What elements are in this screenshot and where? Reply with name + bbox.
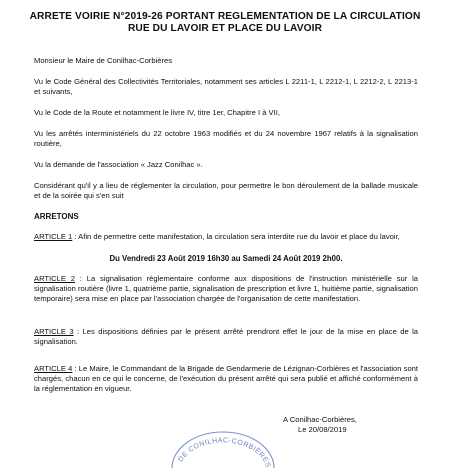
article-3-label: ARTICLE 3: [34, 327, 74, 336]
article-2-text: : La signalisation réglementaire conforme aux dispositions de l'instruction ministérielle sur la signalisation routière (livre 1, quatrième partie, signalisation de prescription et livre 1, huitième partie, signalisation temporaire) sera mise en place par l'association chargée de l'organisation de cette manifestation.: [34, 274, 418, 303]
vu-paragraph-3: Vu les arrêtés interministériels du 22 octobre 1963 modifiés et du 24 novembre 1967 relatifs à la signalisation routière,: [34, 129, 418, 148]
signature-place: A Conilhac-Corbières,: [283, 415, 357, 424]
vu-paragraph-4: Vu la demande de l'association « Jazz Conilhac ».: [34, 160, 203, 169]
article-2-label: ARTICLE 2: [34, 274, 75, 283]
article-1-date-line: Du Vendredi 23 Août 2019 16h30 au Samedi 24 Août 2019 2h00.: [109, 254, 343, 263]
mairie-stamp: [168, 428, 278, 468]
article-3-text: : Les dispositions définies par le présent arrêté prendront effet le jour de la mise en place de la signalisation.: [34, 327, 418, 346]
arretons-heading: ARRETONS: [34, 212, 79, 221]
vu-paragraph-2: Vu le Code de la Route et notamment le livre IV, titre 1er, Chapitre I à VII,: [34, 108, 280, 117]
article-1-text: : Afin de permettre cette manifestation, la circulation sera interdite rue du lavoir et place du lavoir,: [72, 232, 400, 241]
stamp-text: DE CONILHAC-CORBIÈRES: [177, 437, 272, 468]
article-1-label: ARTICLE 1: [34, 232, 73, 241]
article-4-text: : Le Maire, le Commandant de la Brigade de Gendarmerie de Lézignan-Corbières et l'association sont chargés, chacun en ce qui le concerne, de l'exécution du présent arrêté qui sera publié et affiché conformément à la réglementation en vigueur.: [34, 364, 419, 393]
article-3-paragraph: [34, 327, 418, 347]
article-4-paragraph: [34, 364, 418, 394]
mayor-line: Monsieur le Maire de Conilhac-Corbières: [34, 56, 173, 65]
considerant-paragraph: Considérant qu'il y a lieu de réglementer la circulation, pour permettre le bon déroulement de la ballade musicale et de la soirée qui s'en suit: [34, 181, 418, 200]
article-4-label: ARTICLE 4: [34, 364, 73, 373]
vu-paragraph-1: Vu le Code Général des Collectivités Territoriales, notamment ses articles L 2211-1, L 2212-1, L 2212-2, L 2213-1 et suivants,: [34, 77, 418, 96]
document-title-line-1: ARRETE VOIRIE N°2019-26 PORTANT REGLEMENTATION DE LA CIRCULATION: [29, 11, 421, 22]
article-2-paragraph: [34, 274, 418, 304]
article-1-paragraph: [34, 232, 418, 242]
signature-date: Le 20/08/2019: [298, 425, 347, 434]
document-title-line-2: RUE DU LAVOIR ET PLACE DU LAVOIR: [127, 23, 323, 34]
